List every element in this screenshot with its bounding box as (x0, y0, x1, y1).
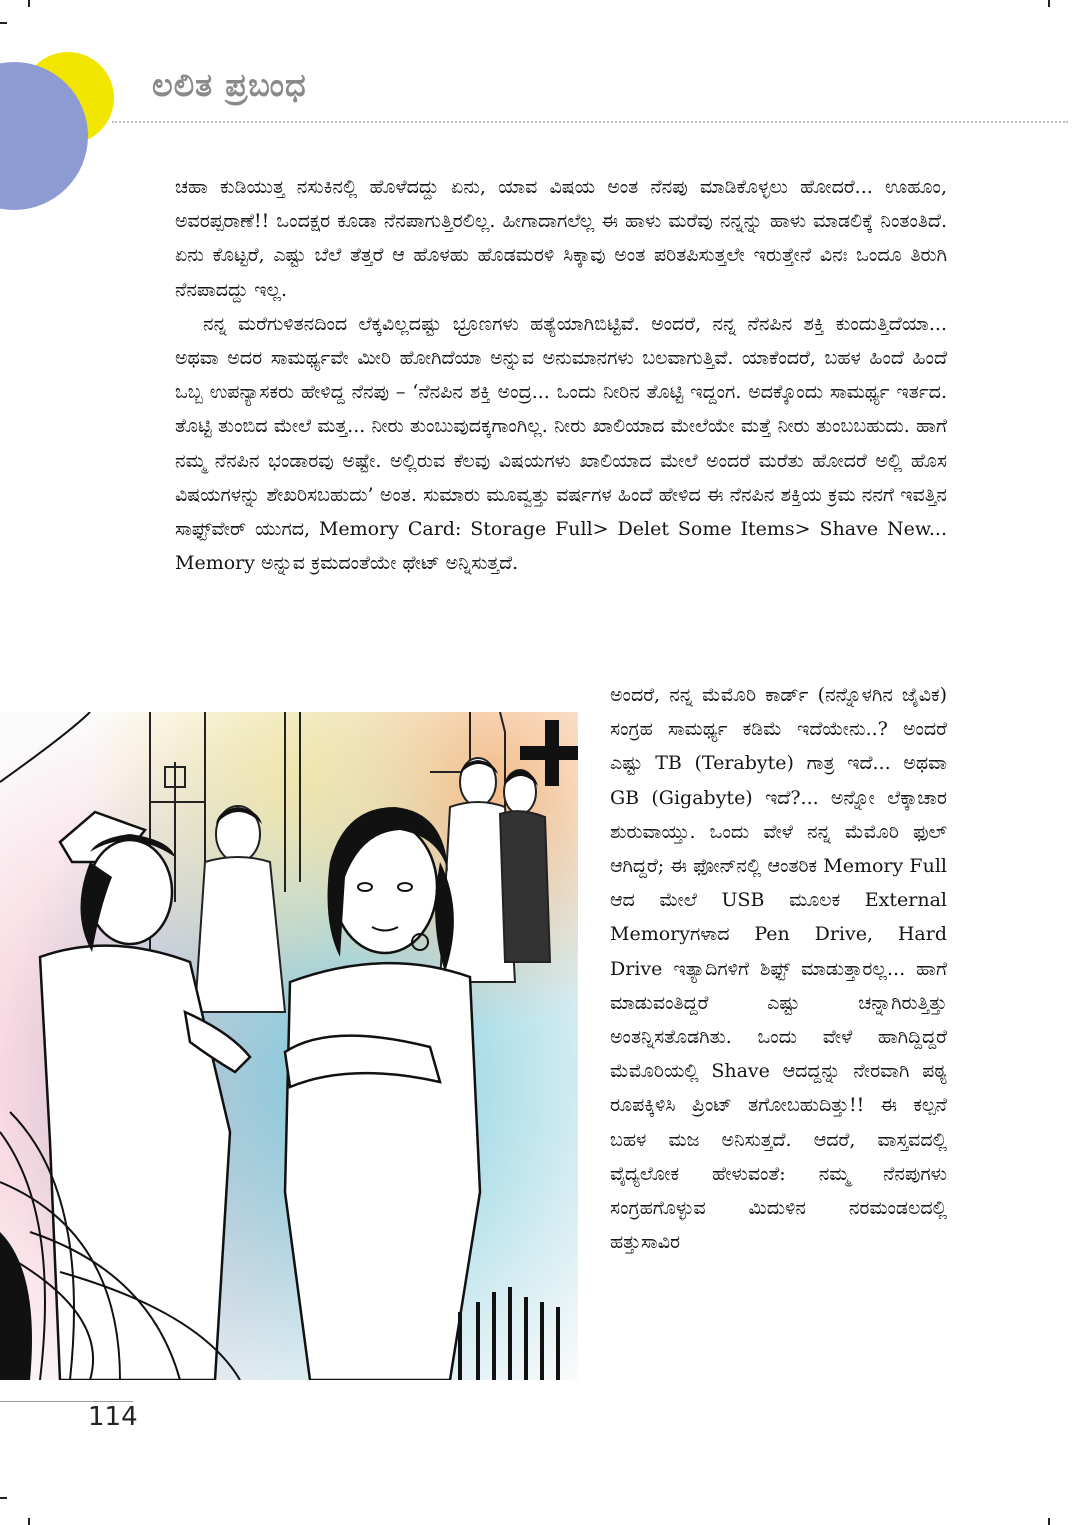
crop-mark (1048, 1518, 1050, 1525)
article-paragraph: ನನ್ನ ಮರೆಗುಳಿತನದಿಂದ ಲೆಕ್ಕವಿಲ್ಲದಷ್ಟು ಭ್ರೂಣಗಳು ಹತ್ಯೆಯಾಗಿಬಿಟ್ಟಿವೆ. ಅಂದರೆ, ನನ್ನ ನೆನಪಿನ ಶಕ್ತಿ ಕುಂದುತ್ತಿದೆಯಾ... ಅಥವಾ ಅದರ ಸಾಮರ್ಥ್ಯವೇ ಮೀರಿ ಹೋಗಿದೆಯಾ ಅನ್ನುವ ಅನುಮಾನಗಳು ಬಲವಾಗುತ್ತಿವೆ. ಯಾಕೆಂದರೆ, ಬಹಳ ಹಿಂದೆ ಹಿಂದೆ ಒಬ್ಬ ಉಪನ್ಯಾಸಕರು ಹೇಳಿದ್ದ ನೆನಪು – ‘ನೆನಪಿನ ಶಕ್ತಿ ಅಂದ್ರ... ಒಂದು ನೀರಿನ ತೊಟ್ಟಿ ಇದ್ದಂಗ. ಅದಕ್ಕೊಂದು ಸಾಮರ್ಥ್ಯ ಇರ್ತದ. ತೊಟ್ಟಿ ತುಂಬಿದ ಮೇಲೆ ಮತ್ತ... ನೀರು ತುಂಬುವುದಕ್ಕಗಾಂಗಿಲ್ಲ. ನೀರು ಖಾಲಿಯಾದ ಮೇಲೆಯೇ ಮತ್ತೆ ನೀರು ತುಂಬಬಹುದು. ಹಾಗೆ ನಮ್ಮ ನೆನಪಿನ ಭಂಡಾರವು ಅಷ್ಟೇ. ಅಲ್ಲಿರುವ ಕೆಲವು ವಿಷಯಗಳು ಖಾಲಿಯಾದ ಮೇಲೆ ಅಂದರೆ ಮರೆತು ಹೋದರೆ ಅಲ್ಲಿ ಹೊಸ ವಿಷಯಗಳನ್ನು ಶೇಖರಿಸಬಹುದು’ ಅಂತ. ಸುಮಾರು ಮೂವ್ವತ್ತು ವರ್ಷಗಳ ಹಿಂದೆ ಹೇಳಿದ ಈ ನೆನಪಿನ ಶಕ್ತಿಯ ಕ್ರಮ ನನಗೆ ಇವತ್ತಿನ ಸಾಫ್ಟ್‌ವೇರ್ ಯುಗದ, Memory Card: Storage Full> Delet Some Items> Shave New... Memory ಅನ್ನುವ ಕ್ರಮದಂತೆಯೇ ಥೇಟ್ ಅನ್ನಿಸುತ್ತದೆ. (175, 312, 947, 575)
crop-mark (28, 0, 30, 7)
header-dotted-divider (112, 121, 1068, 123)
article-paragraph: ಚಹಾ ಕುಡಿಯುತ್ತ ನಸುಕಿನಲ್ಲಿ ಹೊಳೆದದ್ದು ಏನು, ಯಾವ ವಿಷಯ ಅಂತ ನೆನಪು ಮಾಡಿಕೊಳ್ಳಲು ಹೋದರೆ... ಊಹೂಂ, ಅವರಪ್ಪರಾಣೆ!! ಒಂದಕ್ಷರ ಕೂಡಾ ನೆನಪಾಗುತ್ತಿರಲಿಲ್ಲ. ಹೀಗಾದಾಗಲೆಲ್ಲ ಈ ಹಾಳು ಮರೆವು ನನ್ನನ್ನು ಹಾಳು ಮಾಡಲಿಕ್ಕೆ ನಿಂತಂತಿದೆ. ಏನು ಕೊಟ್ಟರೆ, ಎಷ್ಟು ಬೆಲೆ ತೆತ್ತರೆ ಆ ಹೊಳಹು ಹೊಡಮರಳಿ ಸಿಕ್ಕಾವು ಅಂತ ಪರಿತಪಿಸುತ್ತಲೇ ಇರುತ್ತೇನೆ ವಿನಃ ಒಂದೂ ತಿರುಗಿ ನೆನಪಾದದ್ದು ಇಲ್ಲ. (175, 176, 947, 301)
crop-mark (1048, 0, 1050, 7)
article-side-column (610, 678, 947, 1259)
article-illustration (0, 712, 578, 1380)
crop-mark (0, 1497, 7, 1499)
crop-mark (0, 22, 7, 24)
article-body (175, 170, 947, 580)
crop-mark (28, 1518, 30, 1525)
section-title: ಲಲಿತ ಪ್ರಬಂಧ (152, 66, 307, 104)
page-number: 114 (88, 1402, 138, 1432)
article-paragraph: ಅಂದರೆ, ನನ್ನ ಮೆಮೊರಿ ಕಾರ್ಡ್ (ನನ್ನೊಳಗಿನ ಜೈವಿಕ) ಸಂಗ್ರಹ ಸಾಮರ್ಥ್ಯ ಕಡಿಮೆ ಇದೆಯೇನು..? ಅಂದರೆ ಎಷ್ಟು TB (Terabyte) ಗಾತ್ರ ಇದೆ... ಅಥವಾ GB (Gigabyte) ಇದೆ?... ಅನ್ನೋ ಲೆಕ್ಕಾಚಾರ ಶುರುವಾಯ್ತು. ಒಂದು ವೇಳೆ ನನ್ನ ಮೆಮೊರಿ ಫುಲ್ ಆಗಿದ್ದರೆ; ಈ ಫೋನ್‌ನಲ್ಲಿ ಆಂತರಿಕ Memory Full ಆದ ಮೇಲೆ USB ಮೂಲಕ External Memoryಗಳಾದ Pen Drive, Hard Drive ಇತ್ಯಾದಿಗಳಿಗೆ ಶಿಫ್ಟ್ ಮಾಡುತ್ತಾರಲ್ಲ... ಹಾಗೆ ಮಾಡುವಂತಿದ್ದರೆ ಎಷ್ಟು ಚನ್ನಾಗಿರುತ್ತಿತ್ತು ಅಂತನ್ನಿಸತೊಡಗಿತು. ಒಂದು ವೇಳೆ ಹಾಗಿದ್ದಿದ್ದರೆ ಮೆಮೊರಿಯಲ್ಲಿ Shave ಆದದ್ದನ್ನು ನೇರವಾಗಿ ಪಠ್ಯ ರೂಪಕ್ಕಿಳಿಸಿ ಪ್ರಿಂಟ್ ತಗೋಬಹುದಿತ್ತು!! ಈ ಕಲ್ಪನೆ ಬಹಳ ಮಜ ಅನಿಸುತ್ತದೆ. ಆದರೆ, ವಾಸ್ತವದಲ್ಲಿ ವೈದ್ಯಲೋಕ ಹೇಳುವಂತೆ: ನಮ್ಮ ನೆನಪುಗಳು ಸಂಗ್ರಹಗೊಳ್ಳುವ ಮಿದುಳಿನ ನರಮಂಡಲದಲ್ಲಿ ಹತ್ತುಸಾವಿರ (610, 684, 947, 1254)
